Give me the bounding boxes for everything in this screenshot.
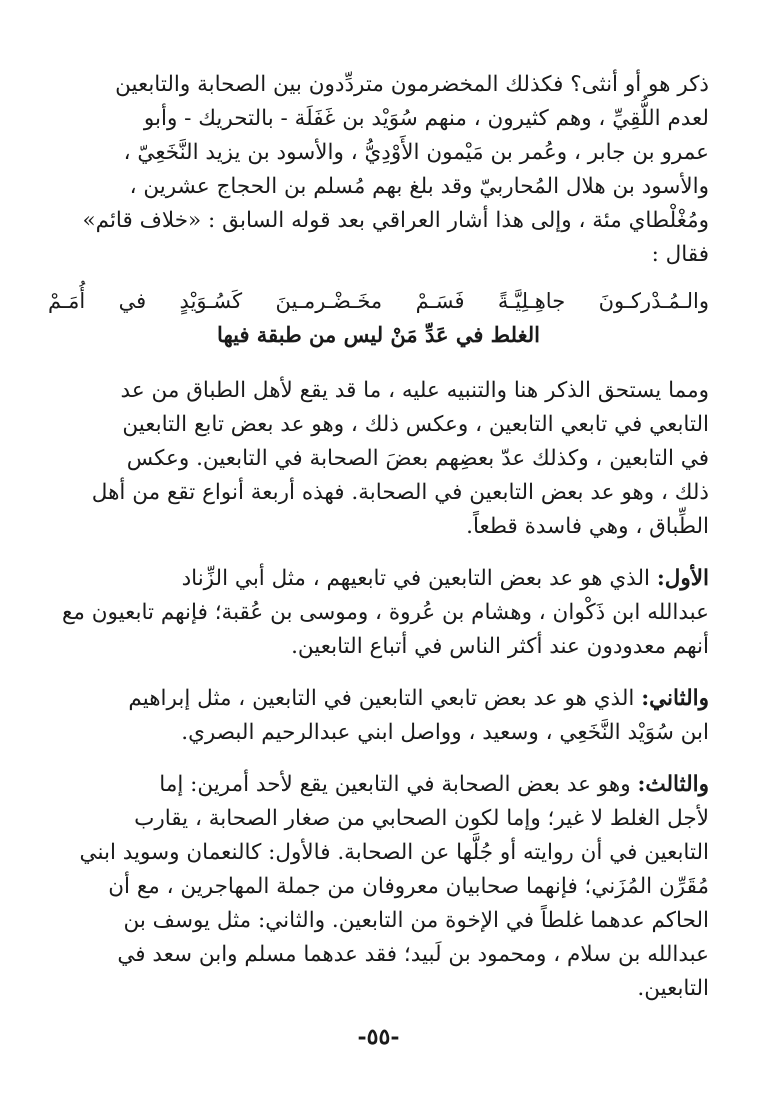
text-line: الطِّباق ، وهي فاسدة قطعاً. — [466, 514, 709, 539]
verse-block — [48, 284, 709, 352]
paragraph-second — [48, 682, 709, 750]
text-line: ومما يستحق الذكر هنا والتنبيه عليه ، ما قد يقع لأهل الطباق من عد — [120, 378, 709, 403]
text-line: فقال : — [651, 242, 709, 267]
text-line: مُقَرِّن المُزَني؛ فإنهما صحابيان معروفان من جملة المهاجرين ، مع أن — [108, 874, 709, 899]
paragraph-first — [48, 562, 709, 664]
text-line: والأسود بن هلال المُحاربيّ وقد بلغ بهم مُسلم بن الحجاج عشرين ، — [129, 174, 709, 199]
text-line: لعدم اللُّقِيِّ ، وهم كثيرون ، منهم سُوَيْد بن غَفَلَة - بالتحريك - وأبو — [143, 106, 709, 131]
text-line: التابعين في أن روايته أو جُلَّها عن الصحابة. فالأول: كالنعمان وسويد ابني — [79, 840, 709, 865]
text-run: الذي هو عد بعض تابعي التابعين في التابعين ، مثل إبراهيم — [128, 686, 642, 711]
text-line: التابعي في تابعي التابعين ، وعكس ذلك ، وهو عد بعض تابع التابعين — [122, 412, 709, 437]
text-line: الحاكم عدهما غلطاً في الإخوة من التابعين. والثاني: مثل يوسف بن — [123, 908, 709, 933]
section-heading: الغلط في عَدِّ مَنْ ليس من طبقة فيها — [217, 322, 540, 347]
text-line: عبدالله ابن ذَكْوان ، وهشام بن عُروة ، وموسى بن عُقبة؛ فإنهم تابعيون مع — [61, 600, 709, 625]
text-line: ذكر هو أو أنثى؟ فكذلك المخضرمون متردِّدون بين الصحابة والتابعين — [115, 72, 709, 97]
text-line — [48, 768, 709, 802]
paragraph-intro — [48, 374, 709, 544]
text-line: عمرو بن جابر ، وعُمر بن مَيْمون الأَوْدِيُّ ، والأسود بن يزيد النَّخَعِيّ ، — [123, 140, 709, 165]
paragraph-lead: الأول: — [656, 566, 709, 591]
text-line — [48, 562, 709, 596]
paragraph-mukhadramun — [48, 68, 709, 272]
text-line: التابعين. — [637, 976, 709, 1001]
text-line: ومُغْلْطاي مئة ، وإلى هذا أشار العراقي بعد قوله السابق : «خلاف قائم» — [82, 208, 709, 233]
text-line: لأجل الغلط لا غير؛ وإما لكون الصحابي من صغار الصحابة ، يقارب — [134, 806, 709, 831]
page-number: -٥٥- — [357, 1024, 400, 1050]
text-line: أنهم معدودون عند أكثر الناس في أتباع التابعين. — [291, 634, 709, 659]
text-run: الذي هو عد بعض التابعين في تابعيهم ، مثل أبي الزِّناد — [181, 566, 657, 591]
text-line — [48, 682, 709, 716]
paragraph-lead: والثالث: — [637, 772, 709, 797]
text-line: عبدالله بن سلام ، ومحمود بن لَبيد؛ فقد عدهما مسلم وابن سعد في — [117, 942, 709, 967]
text-run: وهو عد بعض الصحابة في التابعين يقع لأحد أمرين: إما — [159, 772, 638, 797]
text-line: في التابعين ، وكذلك عدّ بعضِهم بعضَ الصحابة في التابعين. وعكس — [126, 446, 709, 471]
verse-line: والـمُـدْركـونَ جاهِـلِيَّـةً فَسَـمْ مخَـضْـرمـينَ كَسُـوَيْدٍ في أُمَـمْ — [48, 289, 709, 313]
text-line: ابن سُوَيْد النَّخَعِي ، وسعيد ، وواصل ابني عبدالرحيم البصري. — [181, 720, 709, 745]
text-line: ذلك ، وهو عد بعض التابعين في الصحابة. فهذه أربعة أنواع تقع من أهل — [91, 480, 709, 505]
paragraph-third — [48, 768, 709, 1006]
paragraph-lead: والثاني: — [641, 686, 709, 711]
